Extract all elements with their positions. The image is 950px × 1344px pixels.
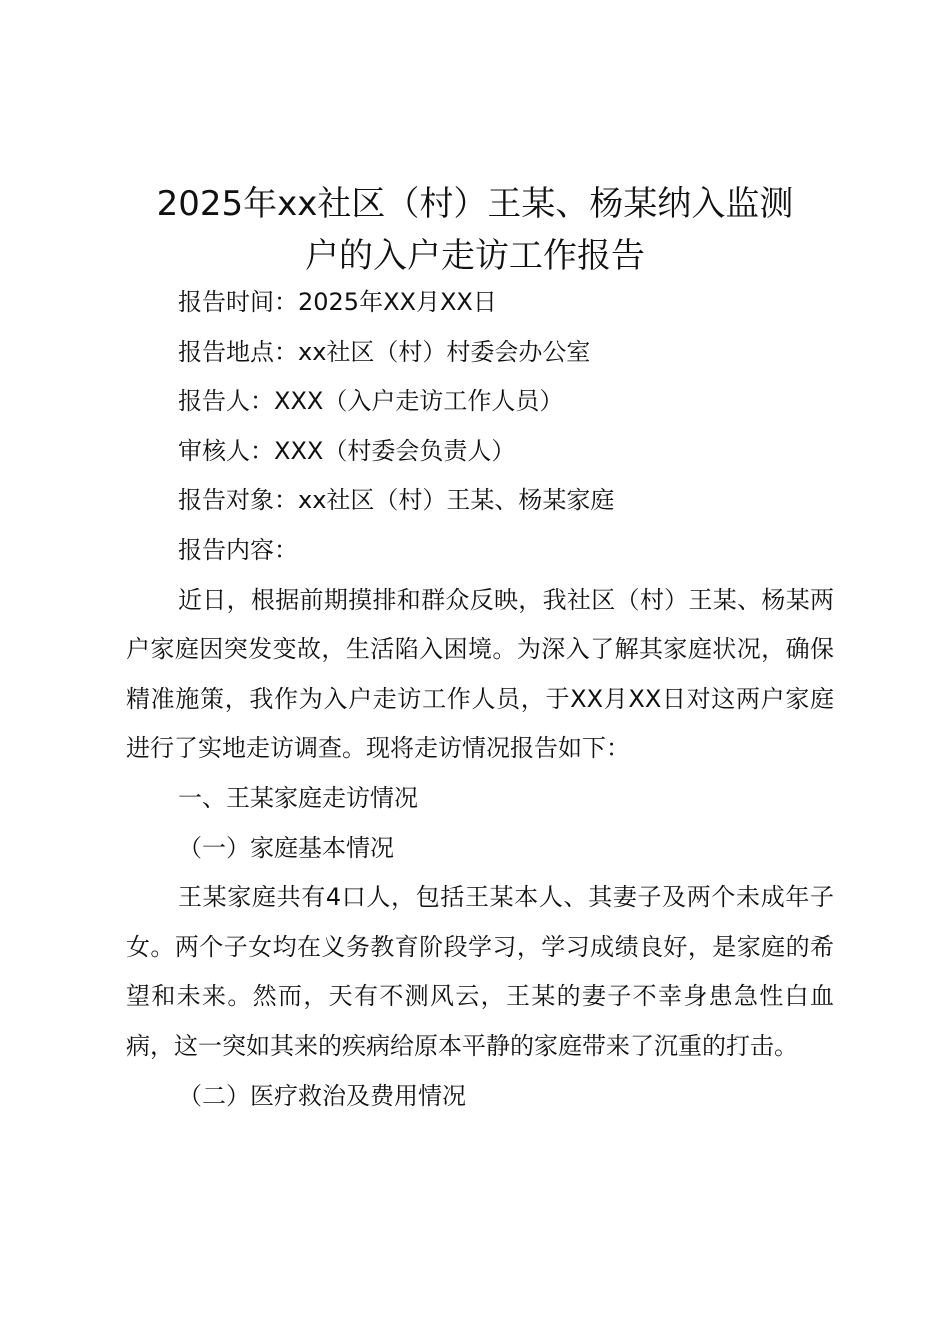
report-content-label: 报告内容： [178, 535, 298, 564]
report-subject: 报告对象：xx社区（村）王某、杨某家庭 [178, 486, 615, 515]
title-line-1: 2025年xx社区（村）王某、杨某纳入监测 [156, 184, 794, 224]
title-line-2: 户的入户走访工作报告 [305, 236, 645, 276]
document-body [126, 278, 834, 1121]
subsection-heading-2: （二）医疗救治及费用情况 [178, 1081, 466, 1110]
intro-paragraph: 近日，根据前期摸排和群众反映，我社区（村）王某、杨某两户家庭因突发变故，生活陷入困境。为深入了解其家庭状况，确保精准施策，我作为入户走访工作人员，于XX月XX日对这两户家庭进行了实地走访调查。现将走访情况报告如下： [126, 585, 834, 763]
reviewer: 审核人：XXX（村委会负责人） [178, 436, 516, 465]
section-heading-1: 一、王某家庭走访情况 [178, 783, 418, 812]
report-time: 报告时间：2025年XX月XX日 [178, 288, 497, 316]
document-title [120, 178, 830, 282]
reporter: 报告人：XXX（入户走访工作人员） [178, 387, 564, 416]
subsection-heading-1: （一）家庭基本情况 [178, 833, 394, 862]
family-situation-paragraph: 王某家庭共有4口人，包括王某本人、其妻子及两个未成年子女。两个子女均在义务教育阶段学习，学习成绩良好，是家庭的希望和未来。然而，天有不测风云，王某的妻子不幸身患急性白血病，这一突如其来的疾病给原本平静的家庭带来了沉重的打击。 [126, 883, 834, 1060]
report-location: 报告地点：xx社区（村）村委会办公室 [178, 337, 591, 366]
